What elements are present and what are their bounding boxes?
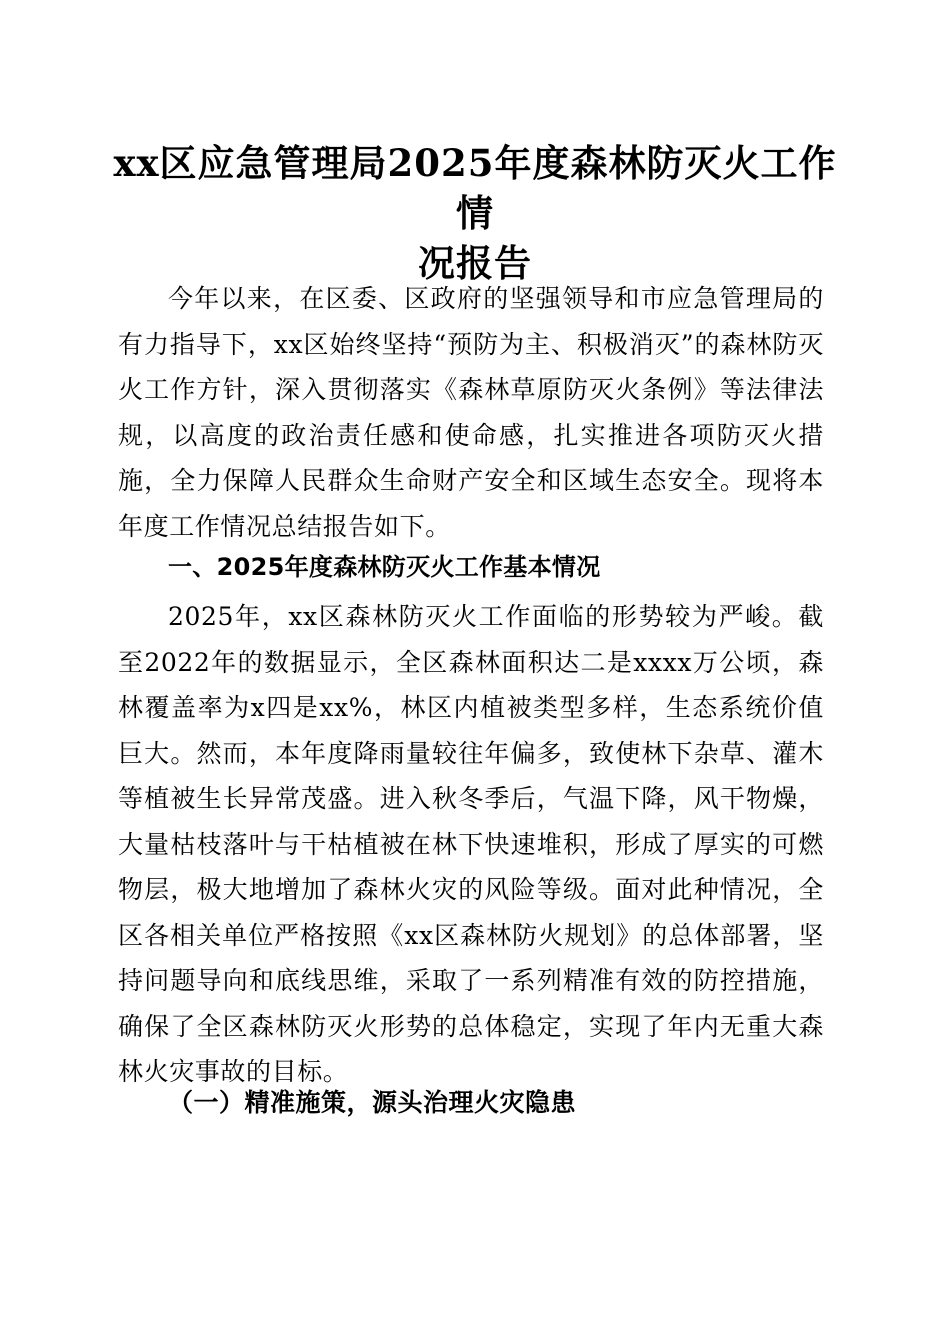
section-heading-1: 一、2025年度森林防灭火工作基本情况 [168,553,601,581]
subsection-heading-1: （一）精准施策，源头治理火灾隐患 [168,1088,577,1117]
document-title-line-1: xx区应急管理局2025年度森林防灭火工作情 [113,141,837,235]
section-1-paragraph: 2025年，xx区森林防灭火工作面临的形势较为严峻。截至2022年的数据显示，全区森林面积达二是xxxx万公顷，森林覆盖率为x四是xx%，林区内植被类型多样，生态系统价值巨大。然而，本年度降雨量较往年偏多，致使林下杂草、灌木等植被生长异常茂盛。进入秋冬季后，气温下降，风干物燥，大量枯枝落叶与干枯植被在林下快速堆积，形成了厚实的可燃物层，极大地增加了森林火灾的风险等级。面对此种情况，全区各相关单位严格按照《xx区森林防火规划》的总体部署，坚持问题导向和底线思维，采取了一系列精准有效的防控措施，确保了全区森林防灭火形势的总体稳定，实现了年内无重大森林火灾事故的目标。 [118,602,824,1086]
document-title-line-2: 况报告 [418,241,532,285]
document-title [110,138,840,288]
intro-paragraph: 今年以来，在区委、区政府的坚强领导和市应急管理局的有力指导下，xx区始终坚持“预防为主、积极消灭”的森林防灭火工作方针，深入贯彻落实《森林草原防灭火条例》等法律法规，以高度的政治责任感和使命感，扎实推进各项防灭火措施，全力保障人民群众生命财产安全和区域生态安全。现将本年度工作情况总结报告如下。 [118,284,824,541]
